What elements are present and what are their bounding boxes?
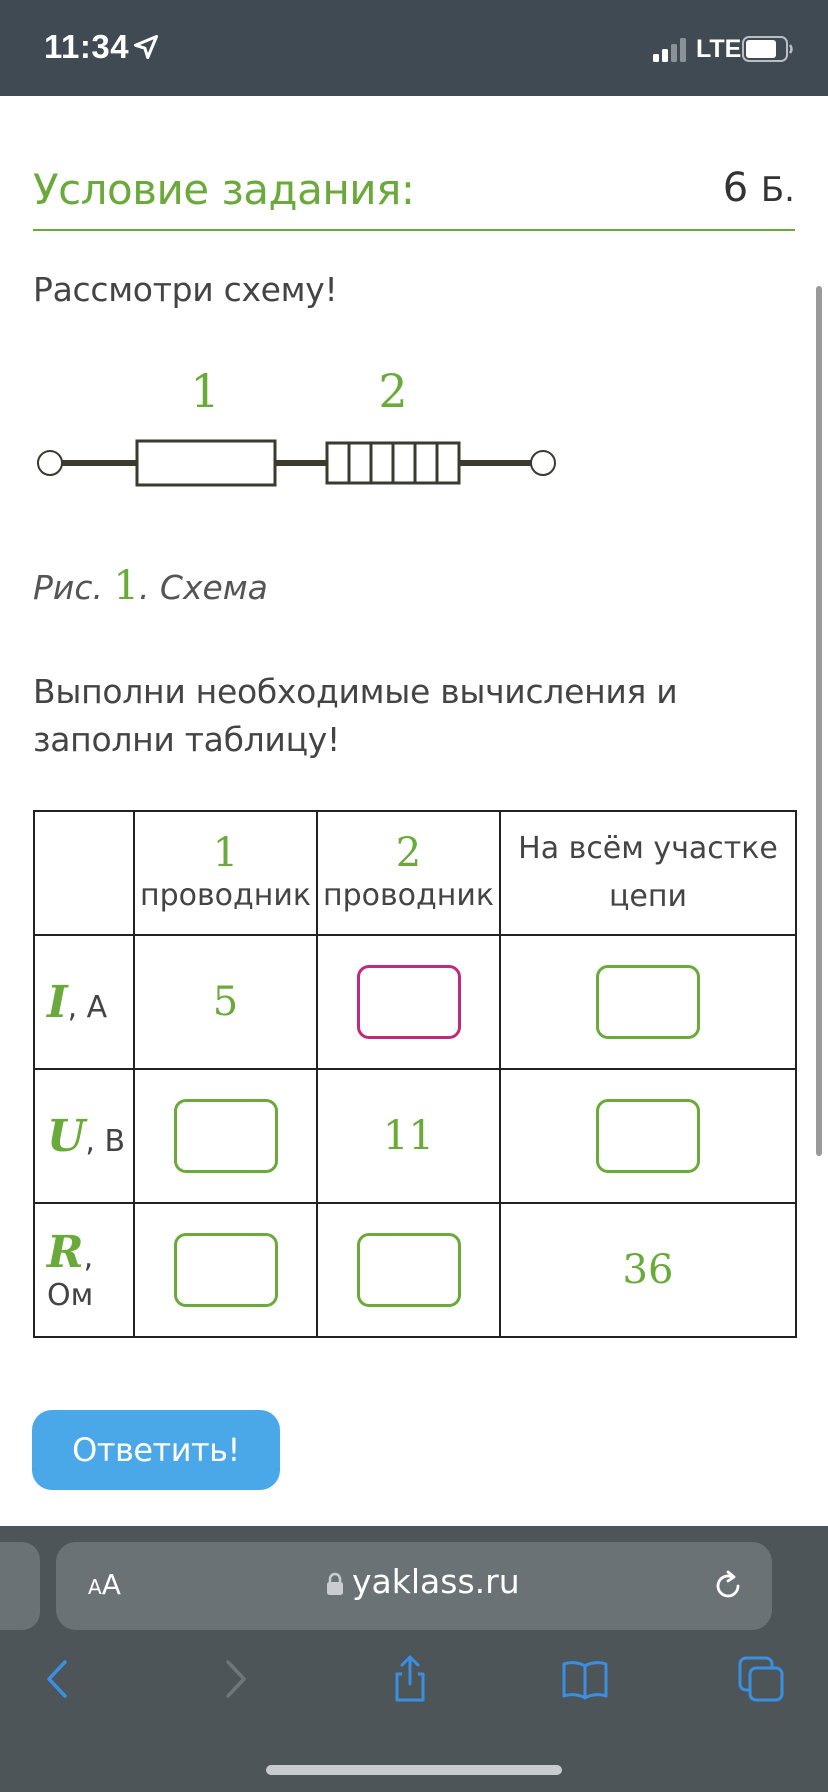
current-2-input[interactable]: [357, 965, 461, 1039]
header-conductor-1-text: проводник: [139, 878, 312, 913]
header-conductor-2: [317, 811, 500, 935]
answer-table: [33, 810, 797, 1338]
cell-resistance-2: [317, 1203, 500, 1337]
header-conductor-2-text: проводник: [322, 878, 495, 913]
caption-prefix: Рис.: [33, 568, 114, 607]
back-icon[interactable]: [33, 1654, 83, 1704]
cell-voltage-1: [134, 1069, 317, 1203]
answer-button[interactable]: Ответить!: [32, 1410, 280, 1490]
terminal-left: [38, 451, 62, 475]
caption-number: 1: [113, 563, 139, 609]
status-time: 11:34: [44, 28, 130, 65]
header-conductor-1-number: 1: [212, 830, 239, 876]
browser-nav-bar: [0, 1640, 828, 1720]
resistance-symbol: R: [47, 1227, 84, 1278]
text-size-big: A: [101, 1568, 121, 1601]
text-size-small: A: [88, 1575, 102, 1599]
resistor-1-label: 1: [190, 364, 220, 418]
bookmarks-icon[interactable]: [560, 1654, 610, 1704]
address-bar[interactable]: [56, 1542, 772, 1630]
header-conductor-1: [134, 811, 317, 935]
row-label-voltage: [34, 1069, 134, 1203]
forward-icon[interactable]: [210, 1654, 260, 1704]
reload-icon[interactable]: [710, 1568, 746, 1604]
location-arrow-icon: [132, 33, 160, 61]
text-size-button[interactable]: [88, 1568, 121, 1601]
url-text: yaklass.ru: [352, 1562, 520, 1601]
row-label-current: [34, 935, 134, 1069]
points-unit: Б.: [760, 170, 795, 210]
task-header: [33, 165, 795, 231]
table-header-row: [34, 811, 796, 935]
voltage-symbol: U: [47, 1110, 86, 1162]
voltage-total-input[interactable]: [596, 1099, 700, 1173]
table-row: [34, 1203, 796, 1337]
resistor-1: [137, 441, 275, 485]
page-scrollbar[interactable]: [816, 286, 822, 1156]
cell-voltage-total: [500, 1069, 796, 1203]
voltage-2-value: 11: [383, 1113, 434, 1159]
battery-icon: [742, 36, 794, 62]
current-total-input[interactable]: [596, 965, 700, 1039]
cellular-signal-icon: [653, 38, 689, 62]
tabs-icon[interactable]: [736, 1654, 786, 1704]
task-intro: Рассмотри схему!: [33, 270, 338, 309]
header-whole-circuit: [500, 811, 796, 935]
resistance-total-value: 36: [622, 1247, 674, 1293]
cell-current-2: [317, 935, 500, 1069]
task-points: [723, 165, 795, 211]
voltage-1-input[interactable]: [174, 1099, 278, 1173]
resistance-unit: , Ом: [47, 1240, 94, 1313]
table-row: [34, 1069, 796, 1203]
resistance-2-input[interactable]: [357, 1233, 461, 1307]
header-empty-cell: [34, 811, 134, 935]
figure-caption: [33, 563, 268, 609]
status-bar: [0, 0, 828, 96]
caption-suffix: . Схема: [138, 568, 268, 607]
lock-icon: [326, 1572, 344, 1596]
resistance-1-input[interactable]: [174, 1233, 278, 1307]
terminal-right: [531, 451, 555, 475]
circuit-diagram: [33, 355, 573, 505]
header-whole-circuit-text: На всём участке цепи: [518, 831, 778, 914]
voltage-unit: , В: [85, 1123, 126, 1159]
cell-current-total: [500, 935, 796, 1069]
table-row: [34, 935, 796, 1069]
row-label-resistance: [34, 1203, 134, 1337]
points-value: 6: [722, 165, 749, 211]
resistor-2-label: 2: [378, 364, 408, 418]
header-conductor-2-number: 2: [395, 830, 422, 876]
cell-resistance-1: [134, 1203, 317, 1337]
task-instruction: Выполни необходимые вычисления и заполни таблицу!: [33, 672, 678, 759]
previous-tab-preview[interactable]: [0, 1542, 40, 1630]
cell-resistance-total: [500, 1203, 796, 1337]
network-type: LTE: [696, 35, 742, 63]
cell-current-1: [134, 935, 317, 1069]
cell-voltage-2: [317, 1069, 500, 1203]
current-1-value: 5: [212, 979, 239, 1025]
current-unit: , А: [67, 989, 108, 1025]
current-symbol: I: [47, 976, 68, 1028]
share-icon[interactable]: [385, 1654, 435, 1704]
home-indicator[interactable]: [266, 1765, 562, 1775]
task-title: Условие задания:: [33, 165, 415, 214]
